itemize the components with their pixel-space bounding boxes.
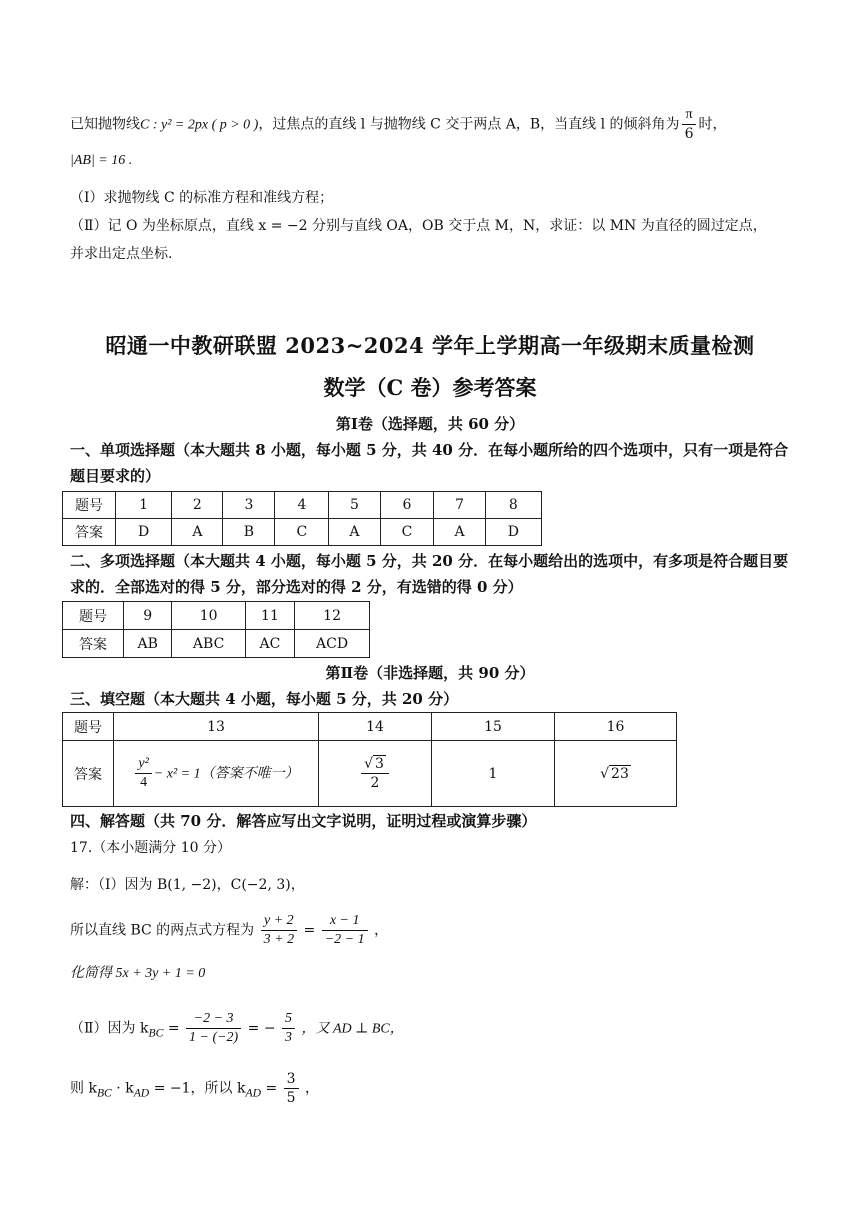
row-label: 题号 bbox=[63, 602, 124, 630]
question-number: 13 bbox=[114, 713, 319, 741]
answer-cell: D bbox=[116, 519, 172, 546]
problem-line-2: |AB| = 16 . bbox=[70, 153, 133, 168]
question-number: 7 bbox=[434, 492, 485, 519]
fraction-numerator bbox=[361, 755, 389, 774]
subscript: AD bbox=[245, 1086, 261, 1100]
solution-text: ， bbox=[305, 1080, 320, 1097]
answer-13-fraction bbox=[135, 755, 151, 792]
exam-subtitle: 数学（C 卷）参考答案 bbox=[323, 375, 537, 400]
solution-text: ， bbox=[374, 922, 389, 939]
solution-text: = −1，所以 k bbox=[153, 1080, 246, 1097]
row-label: 答案 bbox=[63, 741, 114, 807]
fraction-denominator: 5 bbox=[286, 1090, 296, 1106]
question-number: 9 bbox=[124, 602, 172, 630]
subscript: AD bbox=[133, 1086, 150, 1100]
answer-13-text: − x² = 1（答案不唯一） bbox=[153, 766, 299, 782]
solution-step-2 bbox=[70, 912, 388, 949]
question-17-heading: 17.（本小题满分 10 分） bbox=[70, 840, 231, 856]
answer-cell: ACD bbox=[295, 630, 370, 658]
problem-line-1 bbox=[70, 106, 726, 143]
solution-step-3: 化简得 5x + 3y + 1 = 0 bbox=[70, 966, 206, 981]
section-2-heading: 二、多项选择题（本大题共 4 小题，每小题 5 分，共 20 分．在每小题给出的选项中，有多项是符合题目要求的．全部选对的得 5 分，部分选对的得 2 分，有选错的得 0 分） bbox=[70, 552, 789, 596]
fraction-numerator: 5 bbox=[282, 1010, 295, 1029]
solution-text: （Ⅱ）因为 k bbox=[70, 1020, 149, 1037]
answer-cell: C bbox=[275, 519, 329, 546]
sqrt-symbol: √ 3 bbox=[364, 756, 384, 772]
fraction-denominator: 6 bbox=[684, 126, 694, 142]
table-row bbox=[63, 713, 677, 741]
answer-cell bbox=[319, 741, 432, 807]
answer-cell: 1 bbox=[432, 741, 555, 807]
question-number: 12 bbox=[295, 602, 370, 630]
fraction bbox=[261, 912, 297, 949]
answer-cell bbox=[555, 741, 677, 807]
row-label: 题号 bbox=[63, 713, 114, 741]
question-number: 4 bbox=[275, 492, 329, 519]
subscript: BC bbox=[148, 1026, 164, 1040]
answer-cell: C bbox=[380, 519, 434, 546]
solution-step-5 bbox=[70, 1070, 319, 1111]
sqrt-symbol: √ 23 bbox=[600, 765, 629, 782]
question-number: 2 bbox=[172, 492, 223, 519]
question-number: 1 bbox=[116, 492, 172, 519]
problem-part-2-cont: 并求出定点坐标. bbox=[70, 246, 173, 262]
fraction-denominator: 3 + 2 bbox=[263, 932, 295, 947]
equals-sign: = − bbox=[247, 1020, 276, 1037]
problem-text: 时， bbox=[698, 116, 727, 133]
fraction-numerator: π bbox=[682, 106, 697, 125]
row-label: 答案 bbox=[63, 519, 116, 546]
table-row bbox=[63, 602, 370, 630]
equals-sign: = bbox=[303, 922, 316, 939]
section-2-table bbox=[62, 601, 370, 658]
fraction bbox=[284, 1070, 299, 1107]
subscript: BC bbox=[96, 1086, 112, 1100]
table-row bbox=[63, 519, 542, 546]
volume-1-heading: 第Ⅰ卷（选择题，共 60 分） bbox=[335, 415, 525, 433]
answer-cell: A bbox=[172, 519, 223, 546]
parabola-equation: C : y² = 2px ( p > 0 ) bbox=[140, 117, 259, 133]
radicand: 3 bbox=[375, 756, 384, 772]
solution-text: · k bbox=[116, 1080, 134, 1097]
fraction bbox=[322, 912, 368, 949]
question-number: 8 bbox=[485, 492, 541, 519]
answer-cell: A bbox=[329, 519, 380, 546]
solution-text: ，又 AD ⊥ BC， bbox=[301, 1021, 404, 1037]
question-number: 14 bbox=[319, 713, 432, 741]
table-row bbox=[63, 492, 542, 519]
question-number: 6 bbox=[380, 492, 434, 519]
fraction-numerator: −2 − 3 bbox=[186, 1010, 241, 1029]
row-label: 题号 bbox=[63, 492, 116, 519]
answer-cell bbox=[114, 741, 319, 807]
solution-step-4 bbox=[70, 1010, 404, 1051]
solution-step-1: 解：（Ⅰ）因为 B(1, −2)，C(−2, 3)， bbox=[70, 877, 305, 893]
volume-2-heading: 第Ⅱ卷（非选择题，共 90 分） bbox=[325, 664, 535, 682]
question-number: 16 bbox=[555, 713, 677, 741]
fraction-numerator: x − 1 bbox=[322, 912, 368, 931]
fraction-numerator: y + 2 bbox=[261, 912, 297, 931]
fraction-denominator: 4 bbox=[140, 775, 148, 790]
fraction-numerator: y² bbox=[135, 755, 151, 774]
answer-cell: AB bbox=[124, 630, 172, 658]
section-3-table bbox=[62, 712, 677, 807]
row-label: 答案 bbox=[63, 630, 124, 658]
answer-cell: AC bbox=[245, 630, 294, 658]
section-1-table bbox=[62, 491, 542, 546]
section-1-heading: 一、单项选择题（本大题共 8 小题，每小题 5 分，共 40 分．在每小题所给的四个选项中，只有一项是符合题目要求的） bbox=[70, 441, 789, 485]
fraction bbox=[282, 1010, 295, 1047]
question-number: 11 bbox=[245, 602, 294, 630]
question-number: 10 bbox=[172, 602, 245, 630]
problem-part-1: （Ⅰ）求抛物线 C 的标准方程和准线方程； bbox=[70, 190, 334, 206]
answer-cell: D bbox=[485, 519, 541, 546]
question-number: 3 bbox=[223, 492, 275, 519]
table-row bbox=[63, 630, 370, 658]
section-3-heading: 三、填空题（本大题共 4 小题，每小题 5 分，共 20 分） bbox=[70, 690, 459, 708]
problem-text: ，过焦点的直线 l 与抛物线 C 交于两点 A，B，当直线 l 的倾斜角为 bbox=[258, 116, 680, 133]
question-number: 5 bbox=[329, 492, 380, 519]
angle-fraction bbox=[682, 106, 697, 143]
exam-title: 昭通一中教研联盟 2023~2024 学年上学期高一年级期末质量检测 bbox=[105, 333, 755, 358]
question-number: 15 bbox=[432, 713, 555, 741]
radicand: 23 bbox=[611, 765, 629, 782]
answer-cell: ABC bbox=[172, 630, 245, 658]
problem-text: 已知抛物线 bbox=[70, 116, 140, 133]
solution-text: 则 k bbox=[70, 1080, 97, 1097]
table-row bbox=[63, 741, 677, 807]
section-4-heading: 四、解答题（共 70 分．解答应写出文字说明，证明过程或演算步骤） bbox=[70, 812, 537, 830]
answer-cell: B bbox=[223, 519, 275, 546]
answer-cell: A bbox=[434, 519, 485, 546]
fraction-denominator: −2 − 1 bbox=[324, 932, 365, 947]
fraction-denominator: 1 − (−2) bbox=[189, 1030, 239, 1045]
problem-part-2: （Ⅱ）记 O 为坐标原点，直线 x = −2 分别与直线 OA，OB 交于点 M，N，求证：以 MN 为直径的圆过定点， bbox=[70, 218, 767, 234]
fraction-denominator: 2 bbox=[370, 775, 380, 791]
equals-sign: = bbox=[265, 1080, 278, 1097]
fraction-denominator: 3 bbox=[285, 1030, 293, 1045]
solution-text: 所以直线 BC 的两点式方程为 bbox=[70, 922, 255, 939]
answer-14-fraction bbox=[361, 755, 389, 792]
fraction-numerator: 3 bbox=[284, 1070, 299, 1089]
fraction bbox=[186, 1010, 241, 1047]
equals-sign: = bbox=[167, 1020, 180, 1037]
